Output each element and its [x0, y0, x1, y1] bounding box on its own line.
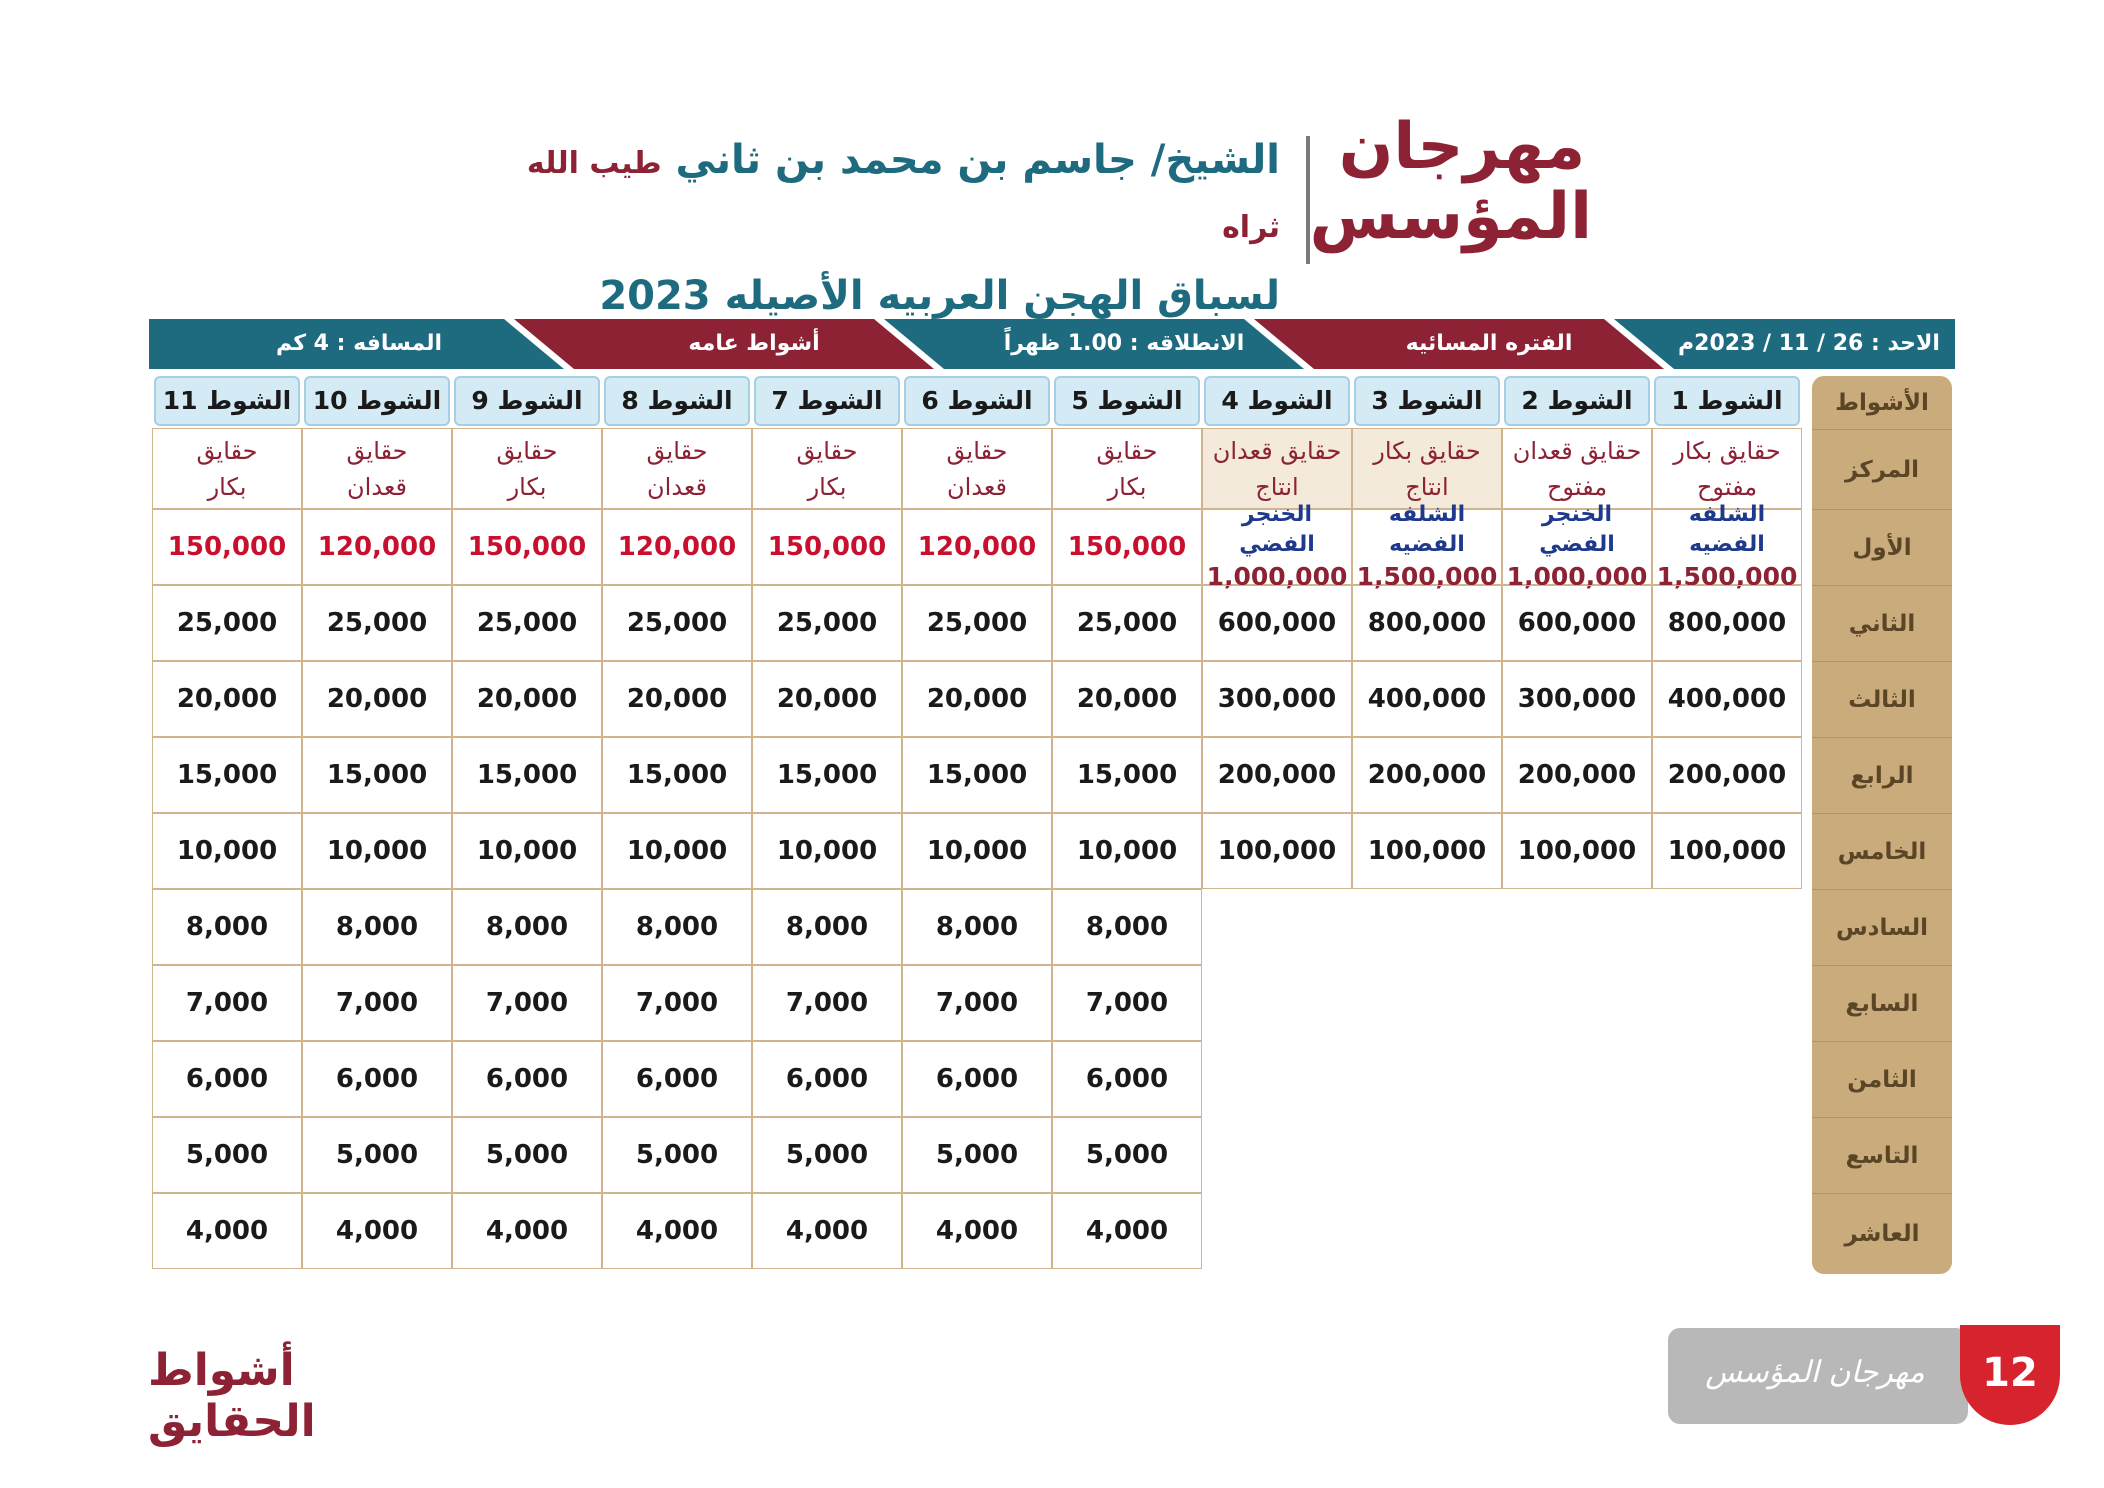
prize-cell-9-rank-4: 15,000	[452, 737, 602, 813]
camel-category-line1: حقايق	[496, 436, 558, 465]
prize-cell-9-rank-3: 20,000	[452, 661, 602, 737]
camel-category-cell-8	[602, 428, 752, 509]
prize-cell-1-rank-3: 400,000	[1652, 661, 1802, 737]
row-label-rank-5: الخامس	[1812, 814, 1952, 890]
prize-cell-3-rank-5: 100,000	[1352, 813, 1502, 889]
prize-cell-5-rank-8: 6,000	[1052, 1041, 1202, 1117]
prize-cell-10-rank-5: 10,000	[302, 813, 452, 889]
prize-cell-4-rank-5: 100,000	[1202, 813, 1352, 889]
prize-cell-5-rank-6: 8,000	[1052, 889, 1202, 965]
prize-cell-7-rank-10: 4,000	[752, 1193, 902, 1269]
camel-category-line1: حقايق قعدان	[1212, 436, 1342, 465]
first-prize-cell-1	[1652, 502, 1802, 591]
prize-cell-6-rank-4: 15,000	[902, 737, 1052, 813]
camel-category-line2: بكار	[507, 472, 547, 501]
prize-cell-5-rank-5: 10,000	[1052, 813, 1202, 889]
first-prize-trophy: الشلفه الفضيه	[1388, 502, 1466, 557]
first-prize-cell-6	[902, 509, 1052, 585]
race-header-9: الشوط 9	[454, 376, 600, 426]
row-label-rank-2: الثاني	[1812, 586, 1952, 662]
camel-category-line2: انتاج	[1405, 472, 1449, 501]
prize-cell-1-rank-4: 200,000	[1652, 737, 1802, 813]
camel-category-cell-3	[1352, 428, 1502, 509]
banner-start-time: الانطلاقه : 1.00 ظهراً	[1003, 331, 1245, 356]
race-header-6: الشوط 6	[904, 376, 1050, 426]
camel-category-line2: قعدان	[647, 472, 707, 501]
first-prize-cell-10	[302, 509, 452, 585]
camel-category-line1: حقايق بكار	[1373, 436, 1481, 465]
prize-cell-10-rank-10: 4,000	[302, 1193, 452, 1269]
subtitle-line2: لسباق الهجن العربيه الأصيله 2023	[599, 273, 1280, 319]
info-banner	[149, 319, 1955, 369]
prize-cell-2-rank-5: 100,000	[1502, 813, 1652, 889]
prize-cell-5-rank-4: 15,000	[1052, 737, 1202, 813]
race-header-10: الشوط 10	[304, 376, 450, 426]
race-header-1: الشوط 1	[1654, 376, 1800, 426]
prize-cell-11-rank-4: 15,000	[152, 737, 302, 813]
first-prize-cell-8	[602, 509, 752, 585]
page-number: 12	[1982, 1350, 2038, 1396]
camel-category-cell-1	[1652, 428, 1802, 509]
prize-cell-6-rank-7: 7,000	[902, 965, 1052, 1041]
prize-cell-3-rank-3: 400,000	[1352, 661, 1502, 737]
prize-cell-5-rank-7: 7,000	[1052, 965, 1202, 1041]
footer-section-title: أشواط الحقايق	[148, 1345, 316, 1447]
prize-cell-8-rank-9: 5,000	[602, 1117, 752, 1193]
festival-title-line2: المؤسس	[1309, 180, 1592, 254]
row-label-rank-3: الثالث	[1812, 662, 1952, 738]
prize-cell-5-rank-2: 25,000	[1052, 585, 1202, 661]
camel-category-line2: بكار	[207, 472, 247, 501]
festival-title-line1: مهرجان	[1338, 110, 1586, 184]
camel-category-line2: مفتوح	[1696, 472, 1758, 501]
prize-cell-5-rank-10: 4,000	[1052, 1193, 1202, 1269]
prize-cell-10-rank-3: 20,000	[302, 661, 452, 737]
prize-cell-9-rank-10: 4,000	[452, 1193, 602, 1269]
prize-cell-6-rank-9: 5,000	[902, 1117, 1052, 1193]
prize-cell-9-rank-8: 6,000	[452, 1041, 602, 1117]
camel-category-line1: حقايق	[1096, 436, 1158, 465]
race-header-4: الشوط 4	[1204, 376, 1350, 426]
camel-category-line2: بكار	[807, 472, 847, 501]
banner-distance: المسافه : 4 كم	[275, 331, 443, 356]
prize-cell-9-rank-6: 8,000	[452, 889, 602, 965]
camel-category-cell-7	[752, 428, 902, 509]
race-header-3: الشوط 3	[1354, 376, 1500, 426]
prize-cell-2-rank-4: 200,000	[1502, 737, 1652, 813]
prize-cell-7-rank-8: 6,000	[752, 1041, 902, 1117]
prize-cell-9-rank-5: 10,000	[452, 813, 602, 889]
prize-cell-11-rank-10: 4,000	[152, 1193, 302, 1269]
prize-cell-11-rank-2: 25,000	[152, 585, 302, 661]
first-prize-amount: 120,000	[317, 532, 437, 562]
first-prize-trophy: الخنجر الفضي	[1239, 502, 1315, 557]
race-header-2: الشوط 2	[1504, 376, 1650, 426]
prize-cell-4-rank-4: 200,000	[1202, 737, 1352, 813]
prize-cell-8-rank-3: 20,000	[602, 661, 752, 737]
first-prize-amount: 1,500,000	[1356, 562, 1498, 591]
camel-category-line2: قعدان	[347, 472, 407, 501]
camel-category-line2: قعدان	[947, 472, 1007, 501]
first-prize-amount: 150,000	[167, 532, 287, 562]
first-prize-amount: 150,000	[467, 532, 587, 562]
camel-category-cell-10	[302, 428, 452, 509]
first-prize-cell-3	[1352, 502, 1502, 591]
prize-cell-1-rank-2: 800,000	[1652, 585, 1802, 661]
prize-cell-11-rank-5: 10,000	[152, 813, 302, 889]
prize-cell-6-rank-6: 8,000	[902, 889, 1052, 965]
camel-category-line2: مفتوح	[1546, 472, 1608, 501]
first-prize-cell-9	[452, 509, 602, 585]
race-header-7: الشوط 7	[754, 376, 900, 426]
first-prize-amount: 1,500,000	[1656, 562, 1798, 591]
row-label-rank-9: التاسع	[1812, 1118, 1952, 1194]
prize-cell-9-rank-2: 25,000	[452, 585, 602, 661]
subtitle-accent: طيب الله ثراه	[526, 146, 1280, 245]
row-label-races: الأشواط	[1812, 376, 1952, 430]
race-header-5: الشوط 5	[1054, 376, 1200, 426]
camel-category-line1: حقايق	[346, 436, 408, 465]
prize-cell-8-rank-7: 7,000	[602, 965, 752, 1041]
prize-cell-7-rank-9: 5,000	[752, 1117, 902, 1193]
camel-category-line1: حقايق	[796, 436, 858, 465]
camel-category-line1: حقايق قعدان	[1512, 436, 1642, 465]
prize-cell-10-rank-7: 7,000	[302, 965, 452, 1041]
prize-cell-9-rank-9: 5,000	[452, 1117, 602, 1193]
prize-cell-8-rank-4: 15,000	[602, 737, 752, 813]
prize-cell-10-rank-9: 5,000	[302, 1117, 452, 1193]
festival-logo-title	[1309, 110, 1592, 254]
prize-cell-10-rank-6: 8,000	[302, 889, 452, 965]
prize-cell-10-rank-4: 15,000	[302, 737, 452, 813]
camel-category-cell-2	[1502, 428, 1652, 509]
row-label-rank-1: الأول	[1812, 510, 1952, 586]
prize-cell-3-rank-2: 800,000	[1352, 585, 1502, 661]
banner-date: الاحد : 26 / 11 / 2023م	[1678, 331, 1940, 356]
subtitle-main: الشيخ/ جاسم بن محمد بن ثاني	[675, 137, 1280, 183]
prize-cell-7-rank-2: 25,000	[752, 585, 902, 661]
first-prize-cell-4	[1202, 502, 1352, 591]
first-prize-trophy: الخنجر الفضي	[1539, 502, 1615, 557]
camel-category-line1: حقايق	[646, 436, 708, 465]
first-prize-amount: 120,000	[917, 532, 1037, 562]
prize-cell-4-rank-2: 600,000	[1202, 585, 1352, 661]
first-prize-trophy: الشلفه الفضيه	[1688, 502, 1766, 557]
camel-category-cell-5	[1052, 428, 1202, 509]
row-label-rank-10: العاشر	[1844, 1221, 1920, 1247]
first-prize-amount: 120,000	[617, 532, 737, 562]
banner-race-type: أشواط عامه	[688, 331, 820, 356]
prize-cell-7-rank-4: 15,000	[752, 737, 902, 813]
camel-category-line1: حقايق	[196, 436, 258, 465]
prize-cell-8-rank-6: 8,000	[602, 889, 752, 965]
prize-cell-5-rank-3: 20,000	[1052, 661, 1202, 737]
first-prize-cell-11	[152, 509, 302, 585]
prize-cell-5-rank-9: 5,000	[1052, 1117, 1202, 1193]
prize-cell-11-rank-3: 20,000	[152, 661, 302, 737]
race-header-11: الشوط 11	[154, 376, 300, 426]
prize-cell-1-rank-5: 100,000	[1652, 813, 1802, 889]
prize-cell-8-rank-10: 4,000	[602, 1193, 752, 1269]
prize-cell-7-rank-6: 8,000	[752, 889, 902, 965]
subtitle-line1	[480, 130, 1280, 258]
prize-cell-2-rank-3: 300,000	[1502, 661, 1652, 737]
race-header-8: الشوط 8	[604, 376, 750, 426]
prize-cell-10-rank-2: 25,000	[302, 585, 452, 661]
row-label-rank-8: الثامن	[1812, 1042, 1952, 1118]
prize-cell-7-rank-5: 10,000	[752, 813, 902, 889]
prize-cell-3-rank-4: 200,000	[1352, 737, 1502, 813]
row-label-rank-7: السابع	[1812, 966, 1952, 1042]
subtitle	[480, 130, 1280, 328]
prize-cell-11-rank-7: 7,000	[152, 965, 302, 1041]
camel-category-cell-9	[452, 428, 602, 509]
camel-category-cell-6	[902, 428, 1052, 509]
camel-category-line1: حقايق بكار	[1673, 436, 1781, 465]
first-prize-cell-2	[1502, 502, 1652, 591]
first-prize-cell-7	[752, 509, 902, 585]
first-prize-cell-5	[1052, 509, 1202, 585]
prize-cell-10-rank-8: 6,000	[302, 1041, 452, 1117]
row-label-rank-4: الرابع	[1812, 738, 1952, 814]
row-label-camel: المركز	[1812, 430, 1952, 510]
prize-cell-8-rank-8: 6,000	[602, 1041, 752, 1117]
banner-session: الفتره المسائيه	[1405, 331, 1573, 356]
footer-logo: مهرجان المؤسس	[1705, 1355, 1925, 1390]
prize-cell-6-rank-10: 4,000	[902, 1193, 1052, 1269]
first-prize-amount: 1,000,000	[1206, 562, 1348, 591]
prize-cell-8-rank-5: 10,000	[602, 813, 752, 889]
camel-category-line2: بكار	[1107, 472, 1147, 501]
row-label-column	[1812, 376, 1952, 1274]
prize-cell-8-rank-2: 25,000	[602, 585, 752, 661]
camel-category-line1: حقايق	[946, 436, 1008, 465]
row-label-rank-6: السادس	[1812, 890, 1952, 966]
first-prize-amount: 150,000	[767, 532, 887, 562]
prize-cell-11-rank-6: 8,000	[152, 889, 302, 965]
prize-cell-6-rank-3: 20,000	[902, 661, 1052, 737]
prize-cell-4-rank-3: 300,000	[1202, 661, 1352, 737]
first-prize-amount: 150,000	[1067, 532, 1187, 562]
prize-cell-11-rank-9: 5,000	[152, 1117, 302, 1193]
prize-cell-6-rank-5: 10,000	[902, 813, 1052, 889]
camel-category-cell-4	[1202, 428, 1352, 509]
prize-cell-9-rank-7: 7,000	[452, 965, 602, 1041]
first-prize-amount: 1,000,000	[1506, 562, 1648, 591]
title-divider	[1306, 136, 1310, 264]
prize-cell-11-rank-8: 6,000	[152, 1041, 302, 1117]
prize-cell-6-rank-8: 6,000	[902, 1041, 1052, 1117]
prize-cell-7-rank-7: 7,000	[752, 965, 902, 1041]
camel-category-line2: انتاج	[1255, 472, 1299, 501]
title-block	[500, 110, 1600, 319]
camel-category-cell-11	[152, 428, 302, 509]
prize-cell-6-rank-2: 25,000	[902, 585, 1052, 661]
prize-cell-7-rank-3: 20,000	[752, 661, 902, 737]
prize-cell-2-rank-2: 600,000	[1502, 585, 1652, 661]
